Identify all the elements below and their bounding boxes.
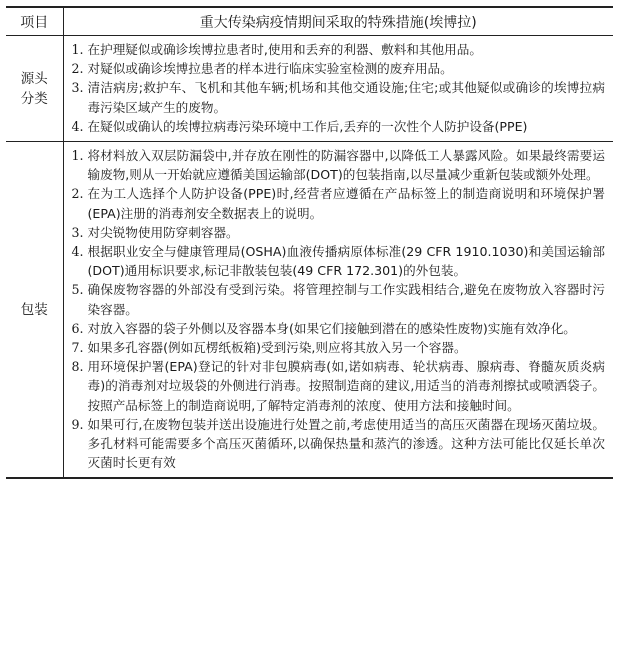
item-text: 在护理疑似或确诊埃博拉患者时,使用和丢弃的利器、敷料和其他用品。 <box>87 42 482 57</box>
item-text: 在疑似或确认的埃博拉病毒污染环境中工作后,丢弃的一次性个人防护设备(PPE) <box>87 118 528 134</box>
item-text: 对放入容器的袋子外侧以及容器本身(如果它们接触到潜在的感染性废物)实施有效净化。 <box>87 320 576 336</box>
items-source-classification <box>63 36 613 142</box>
list-item <box>72 40 606 59</box>
measures-table <box>6 6 613 479</box>
item-number: 2. <box>71 186 84 202</box>
item-number: 5. <box>71 282 84 298</box>
table-row-source-classification <box>6 36 613 142</box>
category-source-classification <box>6 36 63 142</box>
list-item <box>72 78 606 116</box>
item-number: 1. <box>71 148 84 164</box>
category-label-line1: 源头 <box>20 70 48 87</box>
item-number: 8. <box>71 359 84 375</box>
item-number: 4. <box>71 118 84 134</box>
category-packaging: 包装 <box>6 142 63 479</box>
items-packaging <box>63 142 613 479</box>
item-number: 6. <box>71 320 84 336</box>
table-row-packaging <box>6 142 613 479</box>
list-item <box>72 117 606 136</box>
item-text: 对疑似或确诊埃博拉患者的样本进行临床实验室检测的废弃用品。 <box>87 61 453 77</box>
table-header-row <box>6 7 613 36</box>
item-number: 7. <box>71 340 84 356</box>
item-text: 如果多孔容器(例如瓦楞纸板箱)受到污染,则应将其放入另一个容器。 <box>87 340 467 356</box>
header-item-column: 项目 <box>6 7 63 36</box>
list-item <box>72 319 606 338</box>
list-item <box>72 415 606 473</box>
item-text: 如果可行,在废物包装并送出设施进行处置之前,考虑使用适当的高压灭菌器在现场灭菌垃圾。多孔材料可能需要多个高压灭菌循环,以确保热量和蒸汽的渗透。这种方法可能比仅延长单次灭菌时长更有效 <box>87 416 605 471</box>
item-text: 在为工人选择个人防护设备(PPE)时,经营者应遵循在产品标签上的制造商说明和环境保护署(EPA)注册的消毒剂安全数据表上的说明。 <box>87 186 605 221</box>
item-number: 4. <box>71 244 84 260</box>
item-text: 确保废物容器的外部没有受到污染。将管理控制与工作实践相结合,避免在废物放入容器时污染容器。 <box>87 282 605 317</box>
item-text: 清洁病房;救护车、飞机和其他车辆;机场和其他交通设施;住宅;或其他疑似或确诊的埃博拉病毒污染区域产生的废物。 <box>87 80 605 115</box>
item-text: 将材料放入双层防漏袋中,并存放在刚性的防漏容器中,以降低工人暴露风险。如果最终需要运输废物,则从一开始就应遵循美国运输部(DOT)的包装指南,以尽量减少重新包装或额外处理。 <box>87 148 605 183</box>
list-item <box>72 280 606 318</box>
list-item <box>72 357 606 415</box>
item-number: 2. <box>71 61 84 77</box>
item-number: 1. <box>71 42 84 57</box>
list-item <box>72 59 606 78</box>
list-item <box>72 184 606 222</box>
item-text: 根据职业安全与健康管理局(OSHA)血液传播病原体标准(29 CFR 1910.1030)和美国运输部(DOT)通用标识要求,标记非散装包装(49 CFR 172.301)的外包装。 <box>87 244 605 279</box>
item-text: 对尖锐物使用防穿刺容器。 <box>87 224 239 240</box>
list-item <box>72 338 606 357</box>
header-measures-column: 重大传染病疫情期间采取的特殊措施(埃博拉) <box>63 7 613 36</box>
list-item <box>72 223 606 242</box>
list-item <box>72 242 606 280</box>
item-number: 3. <box>71 80 84 96</box>
item-text: 用环境保护署(EPA)登记的针对非包膜病毒(如,诺如病毒、轮状病毒、腺病毒、脊髓灰质炎病毒)的消毒剂对垃圾袋的外侧进行消毒。按照制造商的建议,用适当的消毒剂擦拭或喷洒袋子。按照产品标签上的制造商说明,了解特定消毒剂的浓度、使用方法和接触时间。 <box>87 359 605 413</box>
item-number: 3. <box>71 224 84 240</box>
item-number: 9. <box>71 416 84 432</box>
category-label-line2: 分类 <box>20 90 48 107</box>
list-item <box>72 146 606 184</box>
